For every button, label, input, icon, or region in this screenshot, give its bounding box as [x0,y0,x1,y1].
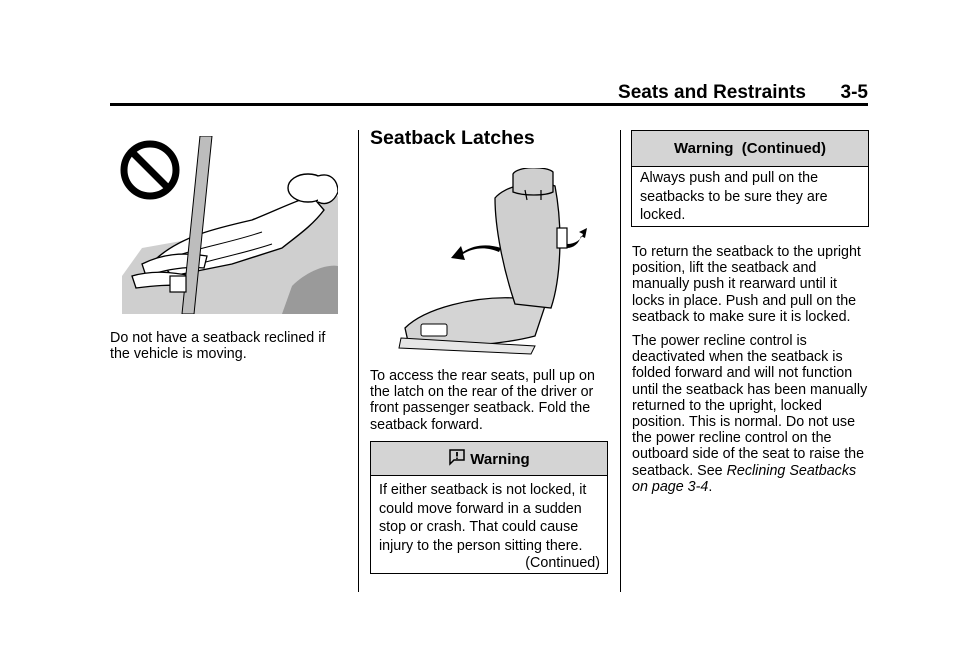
warning-continued-box [631,130,869,227]
reclined-passenger-illustration [112,136,338,314]
warning-continued-header: Warning (Continued) [632,131,868,167]
warning-continued-label: (Continued) [525,555,600,572]
power-recline-paragraph [632,333,872,495]
header-rule [110,103,868,106]
warning-title: Warning [470,451,530,468]
power-recline-text: The power recline control is deactivated when the seatback is folded forward and will not function until the seatback has been manually returned to the upright, locked position. This is normal. Do not use the power recline control on the outboard side of the seat to raise the seatback. See [632,333,868,479]
seatback-latch-illustration [395,168,587,358]
running-header [110,82,868,104]
return-seatback-paragraph: To return the seatback to the upright position, lift the seatback and manually push it rearward until it locks in place. Push and pull on the seatback to make sure it is locked. [632,244,861,325]
paragraph-end-period: . [708,478,713,495]
warning-box [370,441,608,574]
warning-text: If either seatback is not locked, it could move forward in a sudden stop or crash. That could cause injury to the person sitting there. [379,482,587,554]
page-number: 3-5 [840,82,868,103]
warning-icon [448,448,466,466]
reclining-seatbacks-reference[interactable]: Reclining Seatbacks on page 3-4 [632,462,857,495]
section-title: Seats and Restraints [618,82,806,103]
warning-header [371,442,607,476]
section-heading: Seatback Latches [370,127,535,149]
column-divider-left [358,130,359,592]
left-caption: Do not have a seatback reclined if the vehicle is moving. [110,330,326,363]
warning-continued-text: Always push and pull on the seatbacks to be sure they are locked. [640,170,828,224]
column-divider-right [620,130,621,592]
seatback-instructions: To access the rear seats, pull up on the latch on the rear of the driver or front passenger seatback. Fold the seatback forward. [370,368,595,433]
